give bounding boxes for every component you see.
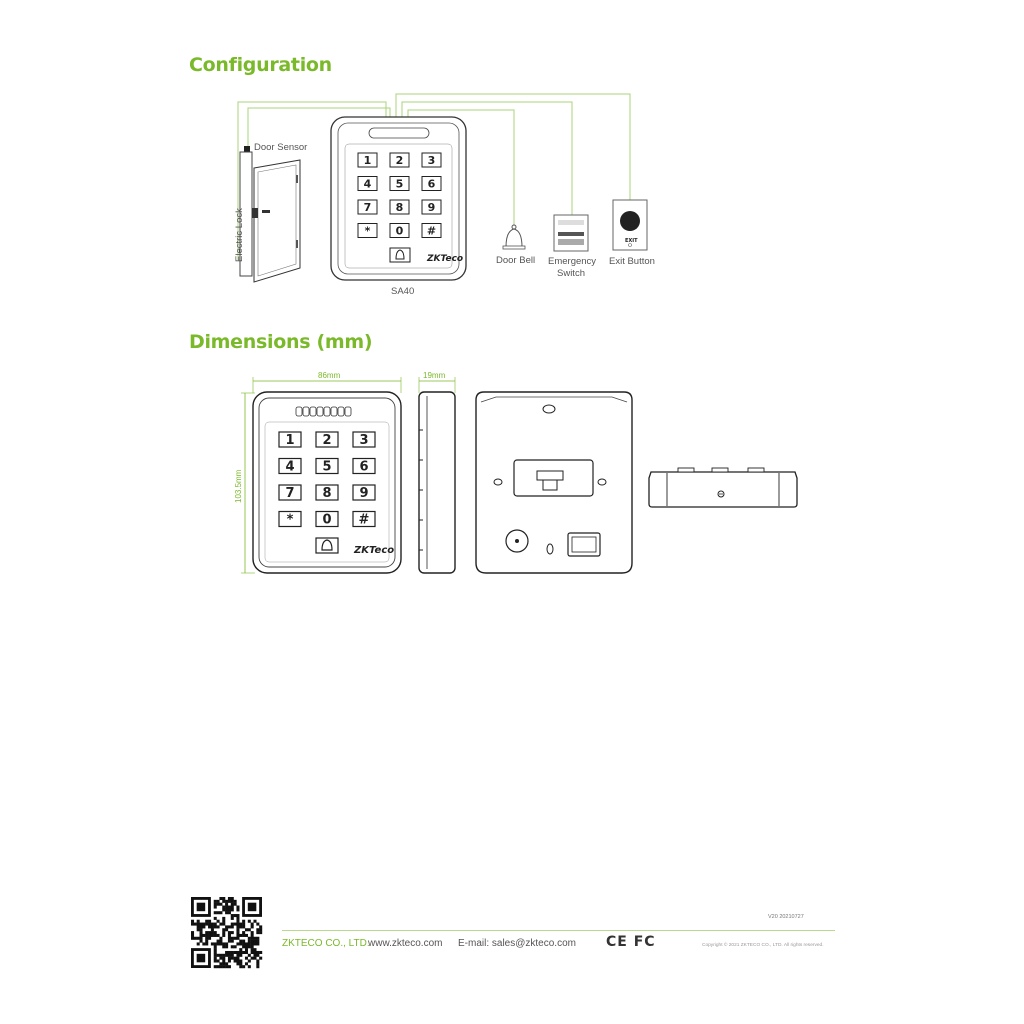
key-label: 2 (395, 154, 404, 167)
key-label: 4 (285, 459, 295, 475)
door-sensor-label: Door Sensor (254, 142, 308, 153)
key-label: # (426, 224, 437, 238)
footer-divider (282, 930, 835, 931)
key-label: 9 (427, 201, 436, 214)
footer-website[interactable]: www.zkteco.com (368, 938, 443, 949)
key-label: * (364, 224, 371, 238)
width-dimension-label: 86mm (318, 371, 341, 380)
key-label: * (286, 512, 294, 528)
key-label: # (358, 512, 370, 528)
emergency-switch-label-1: Emergency (548, 256, 597, 267)
key-label: 8 (322, 486, 332, 501)
height-dimension-label: 103.5mm (234, 469, 243, 503)
indicator-led (345, 407, 351, 416)
key-label: 5 (322, 459, 332, 475)
emergency-switch-icon (554, 215, 588, 251)
electric-lock-label: Electric Lock (234, 208, 245, 262)
exit-button-label: Exit Button (609, 256, 655, 267)
front-brand-logo: ZKTeco (354, 545, 395, 556)
key-label: 9 (359, 486, 369, 501)
indicator-led (317, 407, 323, 416)
key-label: 1 (285, 433, 295, 448)
key-label: 2 (322, 433, 332, 448)
depth-dimension-label: 19mm (423, 371, 446, 380)
key-label: 1 (363, 154, 372, 167)
footer-email[interactable]: E-mail: sales@zkteco.com (458, 938, 576, 949)
dimensions-heading: Dimensions (mm) (189, 331, 373, 353)
door-illustration (240, 146, 300, 282)
key-label: 6 (359, 459, 369, 475)
key-label: 3 (427, 154, 436, 167)
key-label: 7 (363, 201, 372, 214)
key-label: 8 (395, 201, 404, 214)
key-label: 3 (359, 433, 369, 448)
door-bell-icon (503, 225, 525, 249)
exit-label: EXIT (625, 238, 638, 244)
indicator-led (296, 407, 302, 416)
device-model-label: SA40 (391, 286, 415, 297)
footer-version: V20 20210727 (768, 914, 804, 920)
back-view (476, 392, 632, 573)
key-label: 5 (395, 177, 404, 191)
key-label: 0 (322, 512, 332, 528)
key-label: 6 (427, 177, 436, 191)
certification-marks: CE FC (606, 934, 656, 950)
key-label: 4 (363, 177, 372, 191)
config-brand-logo: ZKTeco (427, 254, 464, 264)
qr-code-icon (191, 897, 262, 968)
indicator-led (310, 407, 316, 416)
indicator-led (324, 407, 330, 416)
bottom-view (649, 468, 797, 507)
key-label: 7 (285, 486, 295, 501)
side-view (419, 392, 455, 573)
footer-company: ZKTECO CO., LTD. (282, 938, 370, 949)
door-bell-label: Door Bell (496, 255, 536, 266)
indicator-led (338, 407, 344, 416)
configuration-heading: Configuration (189, 54, 332, 76)
indicator-led (303, 407, 309, 416)
key-label: 0 (395, 224, 404, 238)
emergency-switch-label-2: Switch (557, 268, 585, 279)
footer-copyright: Copyright © 2021 ZKTECO CO., LTD. All rights reserved. (702, 943, 824, 948)
indicator-led (331, 407, 337, 416)
